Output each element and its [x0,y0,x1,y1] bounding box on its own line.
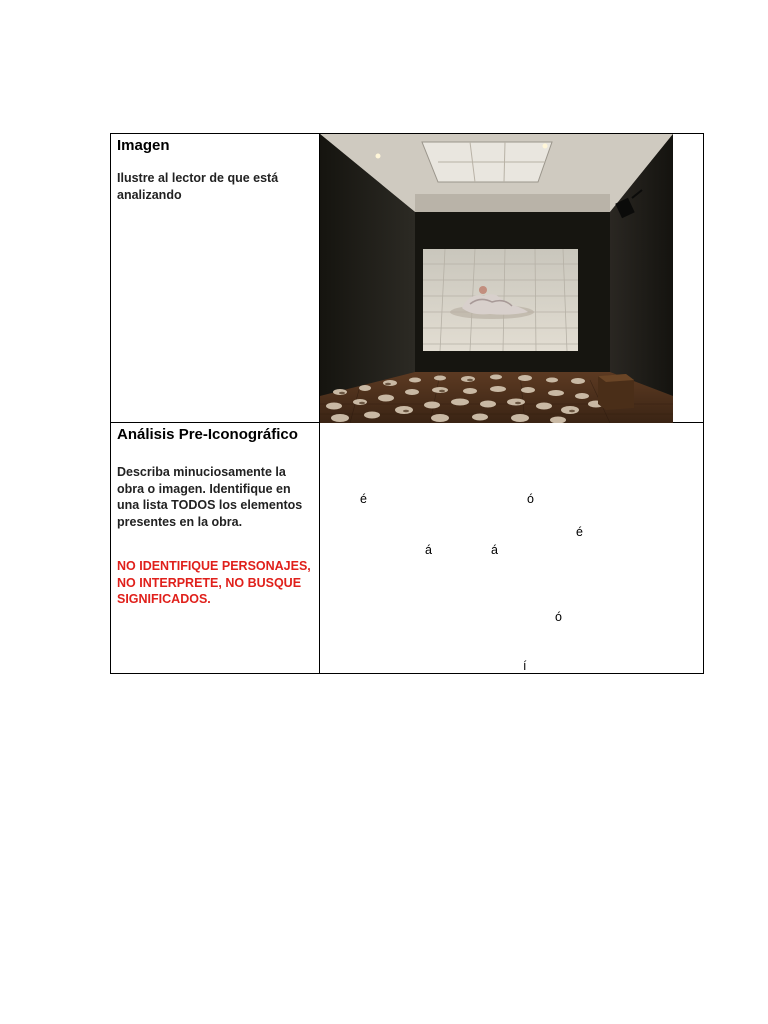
answer-glyph: é [360,492,367,506]
imagen-heading: Imagen [117,137,170,154]
answer-glyph: é [576,525,583,539]
answer-glyph: ó [555,610,562,624]
gallery-installation-image [320,134,673,423]
analisis-description-line: Describa minuciosamente la [117,465,286,479]
analysis-table [110,133,704,674]
analisis-warning-line: NO IDENTIFIQUE PERSONAJES, [117,559,311,573]
answer-glyph: á [491,543,498,557]
table-row-imagen [111,134,703,423]
answer-glyph: á [425,543,432,557]
analisis-warning-line: NO INTERPRETE, NO BUSQUE [117,575,302,590]
imagen-description-line: analizando [117,187,182,202]
imagen-content-cell [320,134,703,422]
artwork-photo [320,134,673,423]
analisis-label-cell [111,423,320,673]
answer-glyph: í [523,659,527,673]
answer-glyph: ó [527,492,534,506]
analisis-description-line: presentes en la obra. [117,514,243,529]
analisis-answer-cell [320,423,703,673]
analisis-description-line: una lista TODOS los elementos [117,498,303,512]
imagen-description-line: Ilustre al lector de que está [117,171,279,185]
analisis-heading: Análisis Pre-Iconográfico [117,426,298,443]
imagen-label-cell [111,134,320,422]
analisis-description-line: obra o imagen. Identifique en [117,481,291,496]
table-row-analisis [111,423,703,673]
analisis-warning-line: SIGNIFICADOS. [117,592,211,606]
